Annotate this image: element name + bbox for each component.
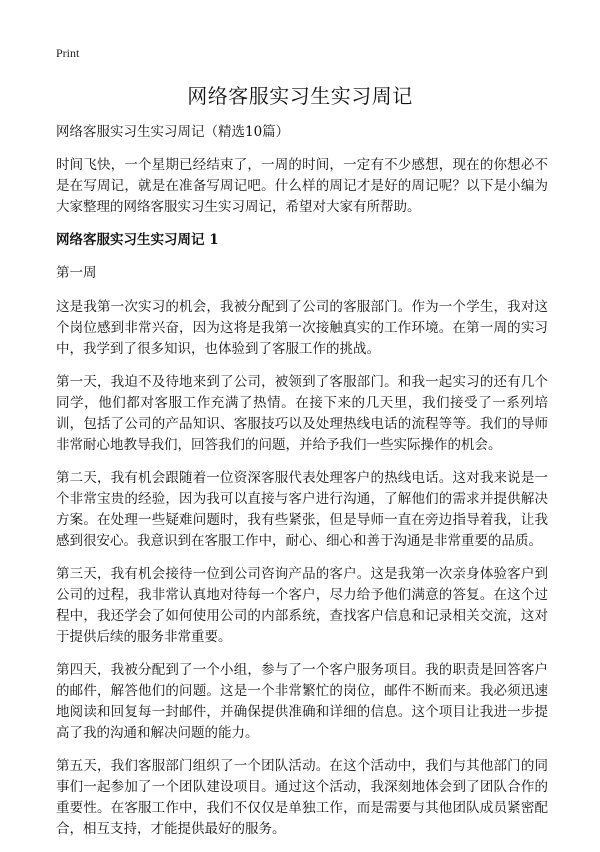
document-subtitle: 网络客服实习生实习周记（精选10篇） (56, 124, 290, 140)
body-paragraph: 第五天，我们客服部门组织了一个团队活动。在这个活动中，我们与其他部门的同事们一起参加了一个团队建设项目。通过这个活动，我深刻地体会到了团队合作的重要性。在客服工作中，我们不仅仅是单独工作，而是需要与其他团队成员紧密配合，相互支持，才能提供最好的服务。 (56, 758, 548, 837)
body-paragraph: 第三天，我有机会接待一位到公司咨询产品的客户。这是我第一次亲身体验客户到公司的过程，我非常认真地对待每一个客户，尽力给予他们满意的答复。在这个过程中，我还学会了如何使用公司的内部系统，查找客户信息和记录相关交流，这对于提供后续的服务非常重要。 (56, 566, 548, 645)
body-paragraph: 这是我第一次实习的机会，我被分配到了公司的客服部门。作为一个学生，我对这个岗位感到非常兴奋，因为这将是我第一次接触真实的工作环境。在第一周的实习中，我学到了很多知识，也体验到了客服工作的挑战。 (56, 299, 548, 357)
body-paragraph: 第一天，我迫不及待地来到了公司，被领到了客服部门。和我一起实习的还有几个同学，他们都对客服工作充满了热情。在接下来的几天里，我们接受了一系列培训，包括了公司的产品知识、客服技巧以及处理热线电话的流程等等。我们的导师非常耐心地教导我们，回答我们的问题，并给予我们一些实际操作的机会。 (56, 374, 548, 453)
document-body (56, 122, 548, 852)
print-link[interactable]: Print (56, 46, 80, 60)
body-paragraph: 第二天，我有机会跟随着一位资深客服代表处理客户的热线电话。这对我来说是一个非常宝贵的经验，因为我可以直接与客户进行沟通，了解他们的需求并提供解决方案。在处理一些疑难问题时，我有些紧张，但是导师一直在旁边指导着我，让我感到很安心。我意识到在客服工作中，耐心、细心和善于沟通是非常重要的品质。 (56, 470, 548, 549)
week-label: 第一周 (56, 265, 97, 281)
body-paragraph: 第四天，我被分配到了一个小组，参与了一个客户服务项目。我的职责是回答客户的邮件，解答他们的问题。这是一个非常繁忙的岗位，邮件不断而来。我必须迅速地阅读和回复每一封邮件，并确保提供准确和详细的信息。这个项目让我进一步提高了我的沟通和解决问题的能力。 (56, 662, 548, 741)
page-title: 网络客服实习生实习周记 (187, 84, 413, 108)
section-heading: 网络客服实习生实习周记 1 (56, 232, 219, 248)
intro-paragraph: 时间飞快，一个星期已经结束了，一周的时间，一定有不少感想，现在的你想必不是在写周记，就是在准备写周记吧。什么样的周记才是好的周记呢？以下是小编为大家整理的网络客服实习生实习周记，希望对大家有所帮助。 (56, 157, 548, 215)
